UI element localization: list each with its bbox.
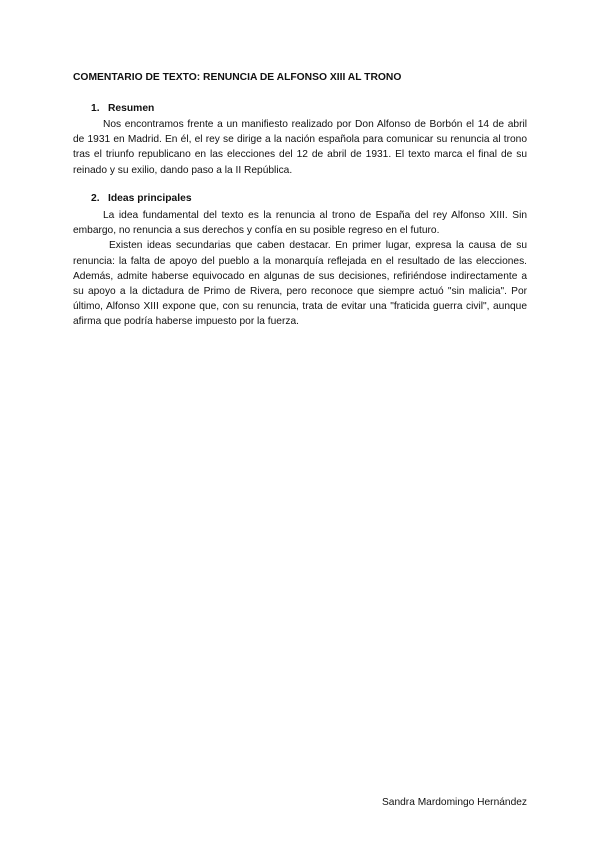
section-number: 1. — [91, 103, 100, 114]
paragraph: Nos encontramos frente a un manifiesto realizado por Don Alfonso de Borbón el 14 de abril de 1931 en Madrid. En él, el rey se dirige a la nación española para comunicar su renuncia al trono tras el triunfo republicano en las elecciones del 12 de abril de 1931. El texto marca el final de su reinado y su exilio, dando paso a la II República. — [73, 119, 527, 176]
section-body-resumen — [73, 117, 527, 178]
paragraph: La idea fundamental del texto es la renuncia al trono de España del rey Alfonso XIII. Sin embargo, no renuncia a sus derechos y confía en su posible regreso en el futuro. — [73, 210, 527, 237]
section-heading-ideas-principales — [91, 193, 192, 204]
section-title: Resumen — [108, 103, 155, 114]
section-body-ideas-principales — [73, 208, 527, 330]
document-title: COMENTARIO DE TEXTO: RENUNCIA DE ALFONSO XIII AL TRONO — [73, 72, 402, 83]
section-title: Ideas principales — [108, 193, 192, 204]
section-heading-resumen — [91, 103, 154, 114]
author-name: Sandra Mardomingo Hernández — [382, 797, 527, 808]
paragraph: Existen ideas secundarias que caben destacar. En primer lugar, expresa la causa de su renuncia: la falta de apoyo del pueblo a la monarquía reflejada en el resultado de las elecciones. Además, admite haberse equivocado en algunas de sus decisiones, refiriéndose indirectamente a su apoyo a la dictadura de Primo de Rivera, pero reconoce que siempre actuó "sin malicia". Por último, Alfonso XIII expone que, con su renuncia, trata de evitar una "fraticida guerra civil", aunque afirma que podría haberse impuesto por la fuerza. — [73, 240, 527, 328]
section-number: 2. — [91, 193, 100, 204]
